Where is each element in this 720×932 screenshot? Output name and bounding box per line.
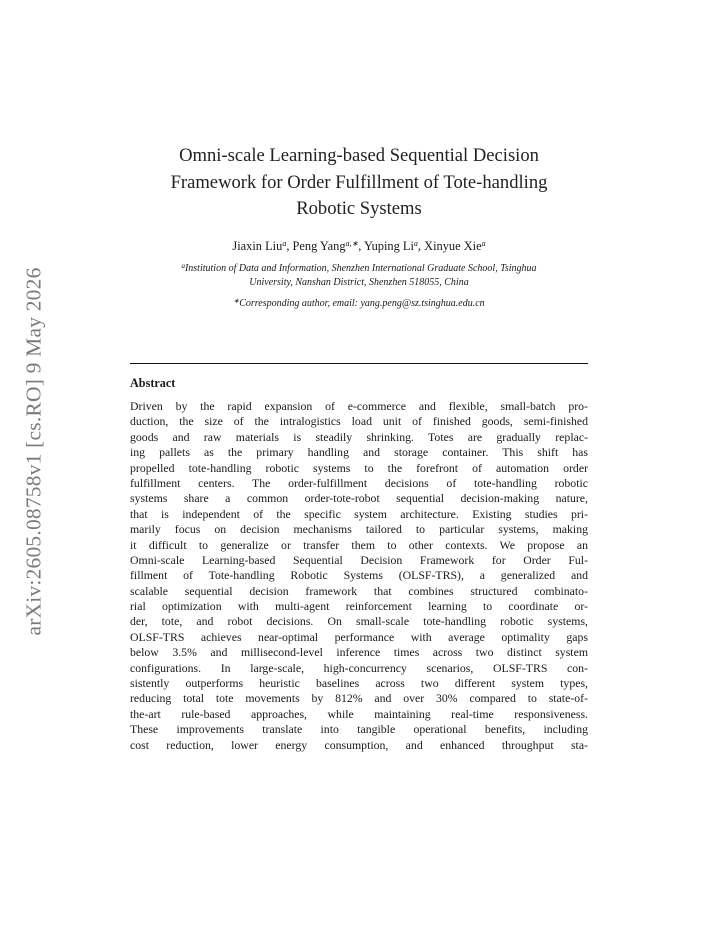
author-name: Yuping Li xyxy=(364,239,414,253)
author-name: Xinyue Xie xyxy=(424,239,482,253)
author-affiliation-mark: a xyxy=(481,239,486,248)
abstract-line: scalable sequential decision framework that combines structured combinato- xyxy=(130,583,588,598)
abstract-line: cost reduction, lower energy consumption, and enhanced throughput sta- xyxy=(130,737,588,752)
abstract-line: These improvements translate into tangible operational benefits, including xyxy=(130,722,588,737)
abstract-line: it difficult to generalize or transfer them to other contexts. We propose an xyxy=(130,537,588,552)
affiliation-line xyxy=(130,262,588,276)
author-affiliation-mark: a,∗ xyxy=(345,239,359,248)
affiliation-mark: a xyxy=(181,262,185,270)
affiliation xyxy=(130,262,588,289)
abstract-line: reducing total tote movements by 812% and over 30% compared to state-of- xyxy=(130,691,588,706)
author-name: Peng Yang xyxy=(292,239,346,253)
corresponding-author-note xyxy=(130,297,588,310)
abstract-line: below 3.5% and millisecond-level inference times across two distinct system xyxy=(130,645,588,660)
abstract-divider xyxy=(130,363,588,364)
author-name: Jiaxin Liu xyxy=(232,239,283,253)
abstract-line: der, tote, and robot decisions. On small-scale tote-handling robotic systems, xyxy=(130,614,588,629)
abstract-line: goods and raw materials is steadily shrinking. Totes are gradually replac- xyxy=(130,429,588,444)
abstract-heading: Abstract xyxy=(130,376,176,390)
abstract-line: OLSF-TRS achieves near-optimal performance with average optimality gaps xyxy=(130,629,588,644)
abstract-line: fulfillment centers. The order-fulfillment decisions of tote-handling robotic xyxy=(130,475,588,490)
arxiv-identifier-stamp xyxy=(14,260,54,642)
arxiv-identifier-text: arXiv:2605.08758v1 [cs.RO] 9 May 2026 xyxy=(21,266,46,636)
abstract-line: Omni-scale Learning-based Sequential Decision Framework for Order Ful- xyxy=(130,552,588,567)
author-affiliation-mark: a xyxy=(413,239,418,248)
author-list: Jiaxin Liu$^a$, Peng Yang$^{a,∗}$, Yuping Li$^a$, Xinyue Xie$^a$ xyxy=(232,239,486,253)
corresponding-mark: ∗ xyxy=(233,297,240,305)
abstract-line: marily focus on decision mechanisms tailored to particular systems, making xyxy=(130,522,588,537)
abstract-line: sistently outperforms heuristic baselines across two different system types, xyxy=(130,676,588,691)
title-line: Omni-scale Learning-based Sequential Decision xyxy=(179,145,539,166)
abstract-line: systems share a common order-tote-robot sequential decision-making nature, xyxy=(130,491,588,506)
abstract-line: duction, the size of the intralogistics load unit of finished goods, semi-finished xyxy=(130,414,588,429)
abstract-line: configurations. In large-scale, high-concurrency scenarios, OLSF-TRS con- xyxy=(130,660,588,675)
corresponding-text: Corresponding author, email: yang.peng@sz.tsinghua.edu.cn xyxy=(239,298,485,309)
abstract-line: propelled tote-handling robotic systems to the forefront of automation order xyxy=(130,460,588,475)
affiliation-text: Institution of Data and Information, Shenzhen International Graduate School, Tsinghua xyxy=(184,263,537,274)
title-line: Framework for Order Fulfillment of Tote-handling xyxy=(170,171,548,193)
abstract-line: Driven by the rapid expansion of e-commerce and flexible, small-batch pro- xyxy=(130,399,588,413)
abstract-line: ing pallets as the primary handling and storage container. This shift has xyxy=(130,445,588,460)
abstract-body xyxy=(130,399,588,753)
abstract-line: rial optimization with multi-agent reinforcement learning to coordinate or- xyxy=(130,599,588,614)
abstract-line: fillment of Tote-handling Robotic Systems (OLSF-TRS), a generalized and xyxy=(130,568,588,583)
paper-title xyxy=(130,143,588,223)
abstract-line: the-art rule-based approaches, while maintaining real-time responsiveness. xyxy=(130,706,588,721)
title-line: Robotic Systems xyxy=(296,198,422,219)
affiliation-line: University, Nanshan District, Shenzhen 518055, China xyxy=(249,276,469,288)
author-affiliation-mark: a xyxy=(282,239,287,248)
abstract-line: that is independent of the specific system architecture. Existing studies pri- xyxy=(130,506,588,521)
